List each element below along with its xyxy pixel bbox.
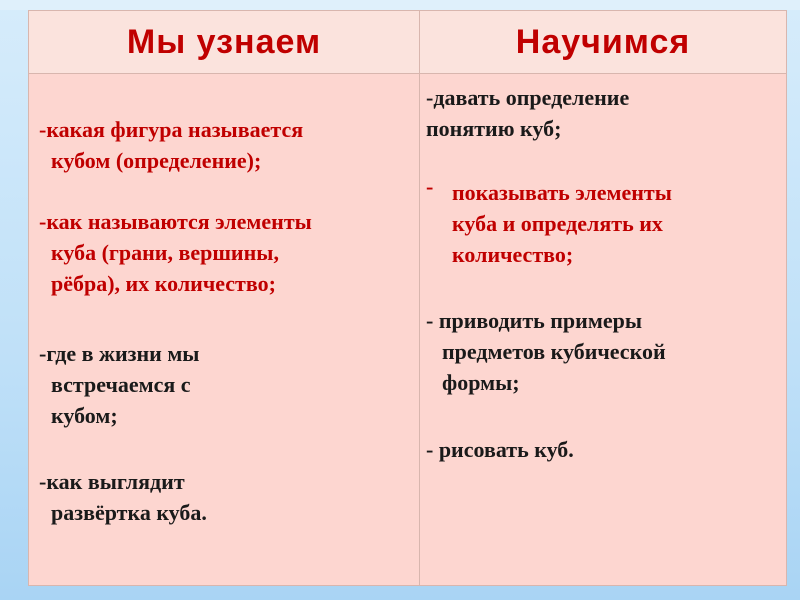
header-we-will-learn: Мы узнаем [29, 11, 420, 74]
left-item-net [39, 466, 207, 528]
left-item-elements [39, 206, 312, 299]
list-item-line: встречаемся с [51, 372, 191, 397]
table-body-row [29, 74, 787, 586]
left-item-definition [39, 114, 303, 176]
right-item-definition [426, 82, 629, 144]
list-item-line: - рисовать куб. [426, 437, 574, 462]
right-item-draw [426, 434, 574, 465]
right-item-examples [426, 305, 666, 398]
right-column-cell [420, 74, 787, 586]
left-column-cell [29, 74, 420, 586]
list-item-line: -как выглядит [39, 469, 185, 494]
header-we-will-be-able: Научимся [420, 11, 787, 74]
learning-goals-table [28, 10, 787, 586]
list-item-line: кубом; [51, 403, 118, 428]
list-item-line: формы; [442, 370, 520, 395]
list-item-line: куба и определять их [452, 211, 663, 236]
list-item-line: предметов кубической [442, 339, 666, 364]
list-item-line: развёртка куба. [51, 500, 207, 525]
list-item-line: - приводить примеры [426, 308, 643, 333]
left-item-life [39, 338, 199, 431]
list-item-line: количество; [452, 242, 574, 267]
dash-bullet: - [426, 174, 434, 199]
list-item-line: -где в жизни мы [39, 341, 200, 366]
slide-background [0, 0, 800, 10]
table-header-row [29, 11, 787, 74]
list-item-line: -как называются элементы [39, 209, 312, 234]
list-item-line: рёбра), их количество; [51, 271, 276, 296]
list-item-line: понятию куб; [426, 116, 562, 141]
list-item-line: -давать определение [426, 85, 630, 110]
list-item-line: -какая фигура называется [39, 117, 304, 142]
list-item-line: кубом (определение); [51, 148, 262, 173]
list-item-line: куба (грани, вершины, [51, 240, 279, 265]
right-item-elements [426, 174, 672, 270]
list-item-line: показывать элементы [452, 180, 672, 205]
